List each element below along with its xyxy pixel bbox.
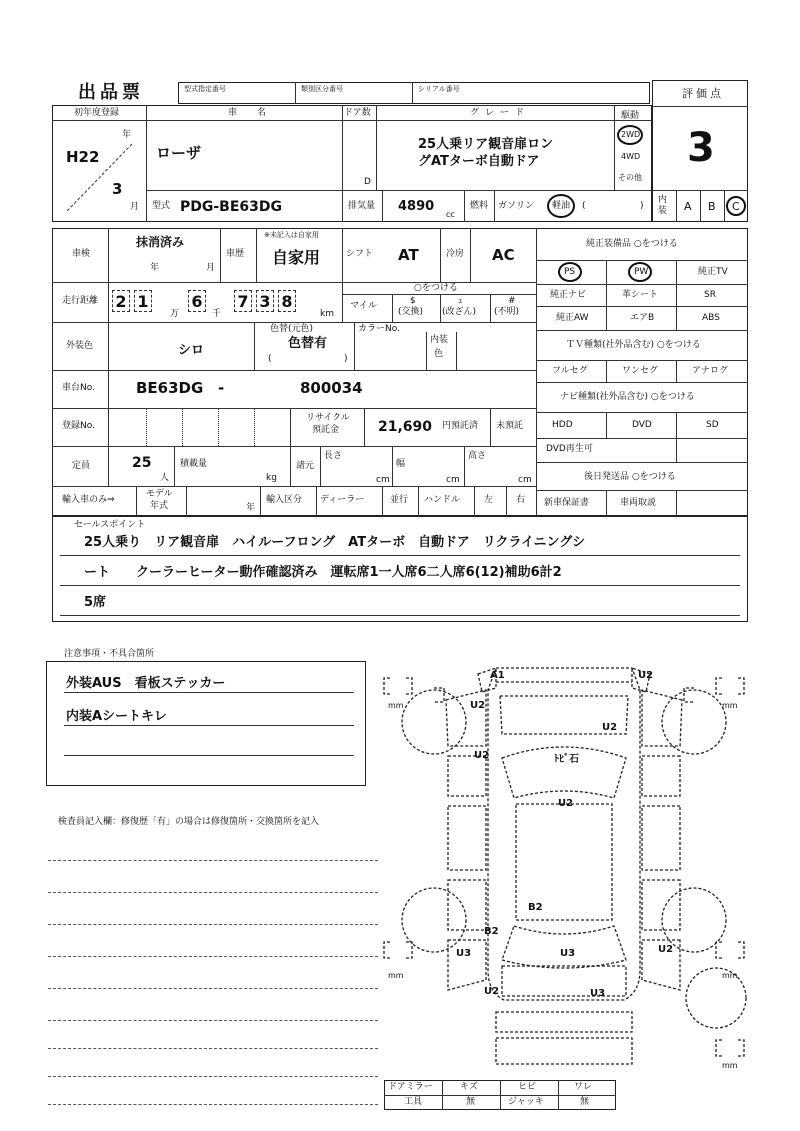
dims-height-unit: cm <box>518 475 532 485</box>
recycle-deposited: 円預託済 <box>442 421 479 431</box>
inspection-value: 抹消済み <box>136 235 185 249</box>
odometer-unknown: (不明) <box>494 307 520 317</box>
doors-suffix: D <box>364 177 371 187</box>
shift-value: AT <box>398 246 419 264</box>
import-left: 左 <box>484 495 494 505</box>
diagram-mark: U3 <box>560 948 576 959</box>
equip-leather: 革シート <box>622 290 659 300</box>
equip-ps-circle <box>558 262 582 282</box>
chassis-prefix: BE63DG <box>136 379 204 397</box>
odometer-mile: マイル <box>350 301 377 311</box>
capacity-label: 定員 <box>72 461 91 471</box>
tv-analog: アナログ <box>692 366 729 376</box>
sales-points-line-3: 5席 <box>84 595 107 610</box>
inspection-year: 年 <box>150 263 160 273</box>
color-no-label: カラーNo. <box>358 324 400 334</box>
capacity-unit: 人 <box>160 473 170 483</box>
car-damage-diagram <box>378 660 758 1080</box>
recycle-label-2: 預託金 <box>312 425 340 435</box>
sheet-title: 出品票 <box>78 82 144 103</box>
legend-tools-value: 無 <box>466 1097 476 1107</box>
grade-line-1: 25人乗リア観音扉ロン <box>418 137 554 152</box>
load-label: 積載量 <box>180 459 208 469</box>
mm-label: mm <box>722 971 738 980</box>
serial-label: シリアル番号 <box>418 85 460 93</box>
unknown-symbol: # <box>508 296 516 306</box>
inspector-label: 検査員記入欄：修復歴「有」の場合は修復箇所・交換箇所を記入 <box>58 817 320 827</box>
mm-label: mm <box>388 971 404 980</box>
model-code-label: 型式指定番号 <box>184 85 226 93</box>
mm-label: mm <box>388 701 404 710</box>
fuel-other-open: ( <box>582 201 586 211</box>
sales-points-line-1: 25人乗り リア観音扉 ハイルーフロング ATターボ 自動ドア リクライニングシ <box>84 535 586 550</box>
import-type-label: 輸入区分 <box>266 495 303 505</box>
repaint-value: 色替有 <box>288 336 328 351</box>
fuel-gasoline: ガソリン <box>498 201 535 211</box>
shift-label: シフト <box>346 249 374 259</box>
diagram-mark: U2 <box>638 670 654 681</box>
interior-grade-circle <box>726 196 746 216</box>
year-unit: 年 <box>122 130 132 140</box>
import-model-year-1: モデル <box>146 489 173 499</box>
drive-label: 駆動 <box>621 111 640 121</box>
code-header-box <box>178 82 650 104</box>
interior-label-b: 装 <box>658 206 668 216</box>
interior-grade-a: A <box>684 200 692 213</box>
recycle-value: 21,690 <box>378 419 433 435</box>
equip-ps: PS <box>564 267 576 277</box>
fuel-other-close: ) <box>640 201 644 211</box>
import-right: 右 <box>516 495 526 505</box>
reg-no-label: 登録No. <box>62 421 95 431</box>
recycle-not-deposited: 未預託 <box>496 421 524 431</box>
notes-line-1: 外装AUS 看板ステッカー <box>66 676 226 691</box>
odometer-digit: 7 <box>234 290 252 312</box>
import-label: 輸入車のみ⇒ <box>62 495 115 505</box>
recycle-label-1: リサイクル <box>306 413 350 423</box>
equip-airbag: エアB <box>630 313 655 323</box>
cooler-value: AC <box>492 246 515 264</box>
notes-label: 注意事項・不具合箇所 <box>64 649 155 659</box>
equip-sr: SR <box>704 290 716 300</box>
import-handle: ハンドル <box>424 495 461 505</box>
drive-2wd: 2WD <box>621 130 641 139</box>
int-color-label-a: 内装 <box>430 335 449 345</box>
exchange-symbol: $ <box>410 296 416 306</box>
drive-4wd: 4WD <box>621 152 641 161</box>
equip-tv: 純正TV <box>698 267 728 277</box>
legend-scratch: キズ <box>460 1082 478 1092</box>
equip-pw: PW <box>634 267 649 277</box>
fuel-diesel: 軽油 <box>552 201 571 211</box>
diagram-mark: B2 <box>484 926 499 937</box>
dims-width-unit: cm <box>446 475 460 485</box>
diagram-mark-a1: A1 <box>490 670 505 681</box>
history-note: ※未記入は自家用 <box>264 231 319 239</box>
interior-label-a: 内 <box>658 195 668 205</box>
exterior-value: シロ <box>178 343 205 358</box>
odometer-digit: 3 <box>256 290 274 312</box>
legend-jack-value: 無 <box>580 1097 590 1107</box>
model-value: PDG-BE63DG <box>180 199 283 215</box>
registration-era: H22 <box>66 148 100 166</box>
diagram-mark: B2 <box>528 902 543 913</box>
evaluation-score: 3 <box>687 125 715 171</box>
fuel-diesel-circle <box>547 194 575 218</box>
dims-height-label: 高さ <box>468 451 487 461</box>
repaint-label: 色替(元色) <box>270 324 314 334</box>
diagram-mark: U2 <box>658 944 674 955</box>
inspection-label: 車検 <box>72 249 91 259</box>
exterior-label: 外装色 <box>66 341 94 351</box>
odometer-digit: 1 <box>134 290 152 312</box>
class-code-label: 類別区分番号 <box>301 85 343 93</box>
repaint-paren-close: ) <box>344 354 348 364</box>
load-unit: kg <box>266 473 277 483</box>
diagram-mark: U3 <box>456 948 472 959</box>
tv-oneseg: ワンセグ <box>622 366 659 376</box>
displacement-label: 排気量 <box>348 201 376 211</box>
odometer-label: 走行距離 <box>62 296 99 306</box>
odometer-digit: 2 <box>112 290 130 312</box>
car-name-value: ローザ <box>156 144 202 162</box>
registration-label: 初年度登録 <box>74 108 120 118</box>
odometer-digit: 8 <box>278 290 296 312</box>
fuel-label: 燃料 <box>470 201 489 211</box>
inspection-month: 月 <box>206 263 216 273</box>
legend-crack: ヒビ <box>518 1082 537 1092</box>
interior-grade-c: C <box>732 200 740 213</box>
odometer-unit: km <box>320 309 334 319</box>
odometer-digit: 6 <box>188 290 206 312</box>
legend-jack: ジャッキ <box>508 1097 544 1107</box>
odometer-altered: (改ざん) <box>442 307 477 317</box>
month-unit: 月 <box>130 202 140 212</box>
diagram-mark: U2 <box>484 986 500 997</box>
import-dealer: ディーラー <box>320 495 365 505</box>
legend-mirror: ドアミラー <box>388 1082 433 1092</box>
dims-length-label: 長さ <box>324 451 343 461</box>
grade-label: グレード <box>470 108 531 118</box>
sales-points-label: セールスポイント <box>74 520 146 530</box>
cooler-label: 冷房 <box>446 249 465 259</box>
legend-break: ワレ <box>574 1082 593 1092</box>
capacity-value: 25 <box>132 455 152 471</box>
history-value: 自家用 <box>272 248 321 267</box>
grade-line-2: グATターボ自動ドア <box>418 154 540 169</box>
tv-fullseg: フルセグ <box>552 366 588 376</box>
dims-width-label: 幅 <box>396 459 406 469</box>
navi-dvd: DVD <box>632 420 652 430</box>
notes-line-2: 内装Aシートキレ <box>66 709 167 724</box>
chassis-label: 車台No. <box>62 383 95 393</box>
sales-points-line-2: ート クーラーヒーター動作確認済み 運転席1一人席6二人席6(12)補助6計2 <box>84 565 562 580</box>
diagram-mark: U2 <box>602 722 618 733</box>
equip-navi: 純正ナビ <box>550 290 587 300</box>
history-label: 車歴 <box>226 249 245 259</box>
doors-label: ドア数 <box>344 108 371 118</box>
legend-tools: 工具 <box>404 1097 423 1107</box>
repaint-paren-open: ( <box>268 354 272 364</box>
navi-dvd-playback: DVD再生可 <box>546 444 593 454</box>
equip-abs: ABS <box>702 313 720 323</box>
model-label: 型式 <box>152 201 171 211</box>
later-manual: 車両取説 <box>620 498 657 508</box>
dims-length-unit: cm <box>376 475 390 485</box>
drive-2wd-circle <box>617 125 643 145</box>
diagram-mark: U2 <box>470 700 486 711</box>
later-warranty: 新車保証書 <box>544 498 590 508</box>
mm-label: mm <box>722 1061 738 1070</box>
displacement-value: 4890 <box>398 199 435 214</box>
odometer-circle-note: ○をつける <box>414 283 458 293</box>
navi-hdd: HDD <box>552 420 573 430</box>
registration-slash <box>60 140 140 218</box>
diagram-mark: U3 <box>590 988 606 999</box>
interior-grade-b: B <box>708 200 716 213</box>
equip-pw-circle <box>628 262 652 282</box>
chassis-number: 800034 <box>300 379 363 397</box>
equipment-title: 純正装備品 ○をつける <box>586 239 678 249</box>
altered-symbol: ｪ <box>458 296 463 306</box>
car-name-label: 車名 <box>228 108 287 118</box>
dims-label: 諸元 <box>296 461 315 471</box>
import-model-year-2: 年式 <box>150 501 169 511</box>
diagram-mark: U2 <box>558 798 574 809</box>
mm-label: mm <box>722 701 738 710</box>
registration-month: 3 <box>112 180 123 198</box>
drive-other: その他 <box>618 173 642 182</box>
int-color-label-b: 色 <box>434 349 444 359</box>
navi-sd: SD <box>706 420 719 430</box>
odometer-exchange: (交換) <box>398 307 424 317</box>
diagram-mark: U2 <box>474 750 490 761</box>
import-parallel: 並行 <box>390 495 409 505</box>
odometer-man: 万 <box>170 309 180 319</box>
equip-aw: 純正AW <box>556 313 589 323</box>
displacement-unit: cc <box>446 210 455 219</box>
tv-title: ＴＶ種類(社外品含む) ○をつける <box>566 340 701 350</box>
evaluation-label: 評価点 <box>682 87 724 100</box>
later-title: 後日発送品 ○をつける <box>584 472 676 482</box>
odometer-sen: 千 <box>212 309 222 319</box>
navi-title: ナビ種類(社外品含む) ○をつける <box>560 392 695 402</box>
chassis-separator: - <box>218 379 225 397</box>
diagram-mark-stone-chip: ﾄﾋﾞ石 <box>554 754 579 765</box>
import-year: 年 <box>246 503 256 513</box>
